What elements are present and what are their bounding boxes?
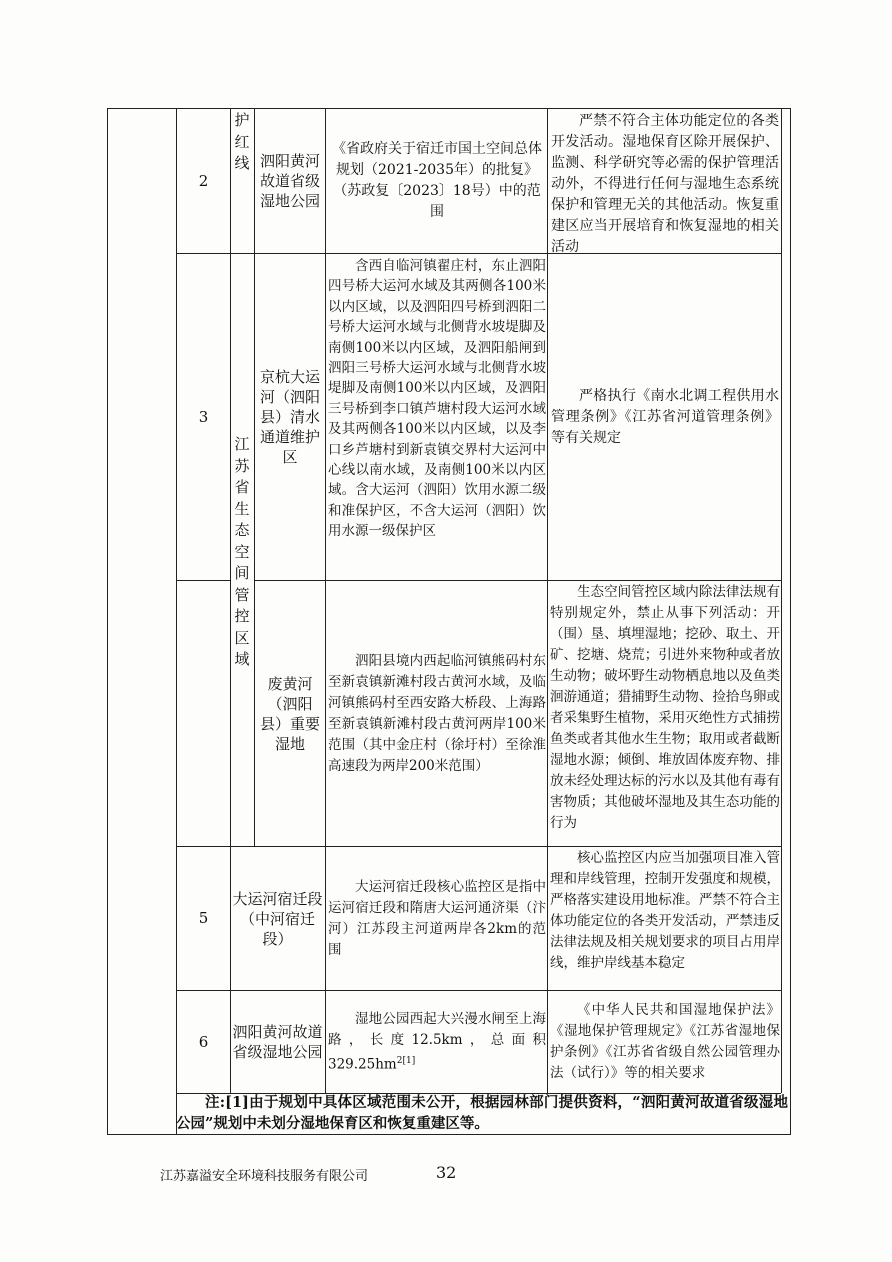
grid-line	[176, 580, 230, 581]
area-name: 泗阳黄河故道省级湿地公园	[259, 152, 320, 210]
grid-line	[254, 108, 255, 846]
category-label: 江 苏 省 生 态 空 间 管 控 区 域	[234, 435, 250, 668]
control-requirement: 核心监控区内应当加强项目准入管理和岸线管理，控制开发强度和规模，严格落实建设用地标准。严禁不符合主体功能定位的各类开发活动，严禁违反法律法规及相关规划要求的项目占用岸线，维护岸线基本稳定	[550, 850, 780, 971]
row-number: 2	[198, 171, 209, 190]
page-number: 32	[436, 1163, 457, 1182]
grid-line	[781, 108, 782, 1093]
area-scope: 含西自临河镇翟庄村，东止泗阳四号桥大运河水域及其两侧各100米以内区域，以及泗阳四号桥到泗阳二号桥大运河水域与北侧背水坡堤脚及南侧100米以内区域，及泗阳船闸到泗阳三号桥大运河水域与北侧背水坡堤脚及南侧100米以内区域，及泗阳三号桥到李口镇芦塘村段大运河水域及其两侧各100米以内区域，以及李口乡芦塘村到新袁镇交界村大运河中心线以南水域，及南侧100米以内区域。含大运河（泗阳）饮用水源二级和准保护区，不含大运河（泗阳）饮用水源一级保护区	[328, 258, 546, 540]
control-requirement: 生态空间管控区域内除法律法规有特别规定外，禁止从事下列活动：开（围）垦、填埋湿地；挖砂、取土、开矿、挖塘、烧荒；引进外来物种或者放生动物；破坏野生动物栖息地以及鱼类洄游通道；猎捕野生动物、捡拾鸟卵或者采集野生植物，采用灭绝性方式捕捞鱼类或者其他水生生物；取用或者截断湿地水源；倾倒、堆放固体废弃物、排放未经处理达标的污水以及其他有毒有害物质；其他破坏湿地及其生态功能的行为	[550, 584, 780, 831]
grid-line	[547, 108, 548, 1093]
area-scope: 泗阳县境内西起临河镇熊码村东至新袁镇新滩村段古黄河水域，及临河镇熊码村至西安路大桥段、上海路至新袁镇新滩村段古黄河两岸100米范围（其中金庄村（徐圩村）至徐淮高速段为两岸200米范围）	[328, 652, 546, 774]
row-number: 6	[198, 1032, 209, 1051]
area-name: 京杭大运河（泗阳县）清水通道维护区	[259, 368, 320, 466]
area-scope: 大运河宿迁段核心监控区是指中运河宿迁段和隋唐大运河通济渠（汴河）江苏段主河道两岸各2km的范围	[328, 878, 546, 958]
row-number: 5	[198, 909, 209, 927]
table-note: 注:[1]由于规划中具体区域范围未公开，根据园林部门提供资料，“泗阳黄河故道省级湿地公园”规划中未划分湿地保育区和恢复重建区等。	[176, 1094, 788, 1132]
control-requirement: 严格执行《南水北调工程供用水管理条例》《江苏省河道管理条例》等有关规定	[551, 387, 779, 446]
area-name: 泗阳黄河故道省级湿地公园	[232, 1023, 323, 1061]
row-number: 3	[198, 407, 209, 426]
footnote-marker: 2[1]	[396, 1055, 416, 1066]
control-requirement: 严禁不符合主体功能定位的各类开发活动。湿地保育区除开展保护、监测、科学研究等必需的保护管理活动外，不得进行任何与湿地生态系统保护和管理无关的其他活动。恢复重建区应当开展培育和恢复湿地的相关活动	[551, 113, 779, 255]
grid-line	[325, 108, 326, 1093]
area-name: 废黄河（泗阳县）重要湿地	[259, 674, 320, 753]
category-label-fragment: 护 红 线	[234, 111, 250, 172]
control-requirement: 《中华人民共和国湿地保护法》《湿地保护管理规定》《江苏省湿地保护条例》《江苏省省级自然公园管理办法（试行）》等的相关要求	[550, 1002, 780, 1081]
footer-company: 江苏嘉溢安全环境科技服务有限公司	[160, 1169, 369, 1184]
area-scope: 《省政府关于宿迁市国土空间总体规划（2021-2035年）的批复》（苏政复〔2023〕18号）中的范围	[332, 141, 542, 220]
area-scope: 湿地公园西起大兴漫水闸至上海路，长度12.5km，总面积$329.25hm^{2[1]}$	[328, 1010, 546, 1073]
area-name: 大运河宿迁段（中河宿迁段）	[232, 889, 323, 948]
